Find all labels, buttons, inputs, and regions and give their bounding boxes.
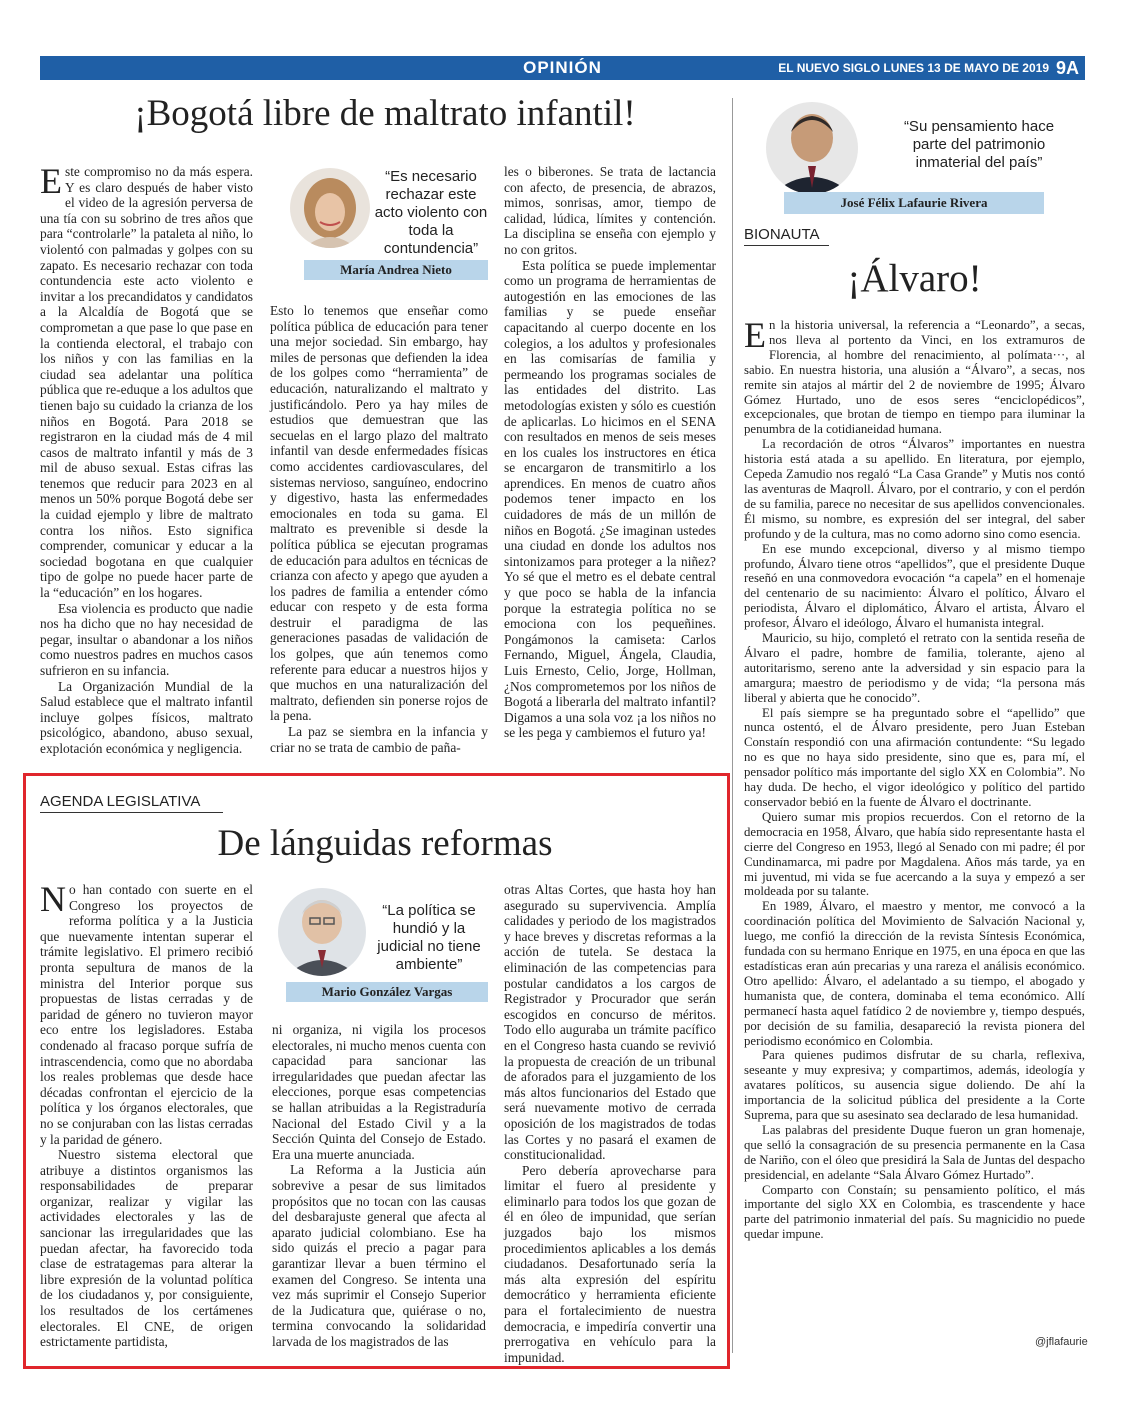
article2-quote: “La política se hundió y la judicial no tiene ambiente”	[377, 902, 481, 973]
author-photo	[766, 102, 858, 194]
article3-author-name: José Félix Lafaurie Rivera	[784, 192, 1044, 214]
article2-kicker: AGENDA LEGISLATIVA	[40, 792, 223, 813]
page-number: 9A	[1055, 58, 1079, 78]
article1-author-box	[270, 164, 488, 284]
article1-column-3: les o biberones. Se trata de lactancia con afecto, de presencia, de abrazos, mimos, sonrisas, amor, tiempo de calidad, lúdica, límites y contención. La disciplina se enseña con ejemplo y no con gritos. Esta política se puede implementar como un programa de herramientas de autogestión en las emociones de las familias y se puede enseñar capacitando al cuerpo docente en los colegios, a los adultos y profesionales en las comisarías de familia y permeando los programas sociales de las entidades del distrito. Las metodologías existen y sólo es cuestión de aplicarlas. Lo hicimos en el SENA con resultados en menos de seis meses en los cuales los instructores en ética se encargaron de transmitirlo a los aprendices. En menos de cuatro años podemos tener impacto en los cuidadores de más de un millón de niños en Bogotá. ¿Se imaginan ustedes una ciudad en donde los adultos nos sintonizamos para proteger a la niñez? Yo sé que el metro es el debate central y que poco se habla de la infancia porque la estrategia política no se emociona con los pequeñines. Pongámonos la camiseta: Carlos Fernando, Miguel, Ángela, Claudia, Luis Ernesto, Celio, Jorge, Hollman, ¿Nos comprometemos por los niños de Bogotá a liberarla del maltrato infantil? Digamos a una sola voz ¡a los niños no se les pega y cambiemos el futuro ya!	[504, 164, 716, 741]
drop-cap: E	[40, 161, 62, 201]
article1-column-2: Esto lo tenemos que enseñar como política pública de educación para tener una mejor sociedad. Sin embargo, hay miles de personas que defienden la idea de los golpes como “herramienta” de educación, naturalizando el maltrato y justificándolo. Pero ya hay miles de estudios que demuestran que las secuelas en el largo plazo del maltrato infantil van desde enfermedades físicas como accidentes cardiovasculares, del sistemas nervioso, sanguíneo, endocrino y digestivo, hasta las enfermedades emocionales en toda su gama. El maltrato es prevenible si desde la política pública se ejecutan programas de educación para adultos en técnicas de crianza con afecto y apego que ayuden a los padres de familia a entender cómo educar con respeto y de esta forma destruir el paradigma de las generaciones pasadas de validación de los golpes, que aún tenemos como referente para educar a nuestros hijos y que muchos en una naturalización del maltrato, defienden sin ponerse rojos de la pena. La paz se siembra en la infancia y criar no se trata de cambio de paña-	[270, 303, 488, 755]
paper-date: EL NUEVO SIGLO LUNES 13 DE MAYO DE 2019	[778, 61, 1049, 75]
article1-quote: “Es necesario rechazar este acto violento con toda la contundencia”	[374, 168, 488, 257]
article1-author-name: María Andrea Nieto	[304, 260, 488, 280]
article2-author-name: Mario González Vargas	[286, 982, 488, 1002]
article3-title: ¡Álvaro!	[847, 257, 982, 300]
section-title: OPINIÓN	[523, 58, 602, 77]
drop-cap: N	[40, 879, 66, 919]
column-divider	[732, 98, 733, 1353]
author-handle: @jflafaurie	[1035, 1336, 1088, 1348]
article2-column-1: No han contado con suerte en el Congreso los proyectos de reforma política y a la Justicia que nuevamente intentan superar el trámite legislativo. El primero recibió pronta sepultura de manos de la ministra del Interior porque sus propuestas de listas cerradas y de paridad de género no tuvieron mayor eco entre los legisladores. Estaba condenado al fracaso porque sufría de intrascendencia, como que no abordaba los reales problemas que desde hace décadas confrontan el ejercicio de la política y los órganos electorales, que no se conjuraban con las listas cerradas y la paridad de género. Nuestro sistema electoral que atribuye a distintos organismos las responsabilidades de preparar organizar, realizar y vigilar las actividades electorales y las de sancionar las irregularidades que las puedan afectar, ha favorecido toda clase de estratagemas para alterar la libre expresión de la voluntad política de los ciudadanos y, por consiguiente, los resultados de los certámenes electorales. El CNE, de origen estrictamente partidista,	[40, 879, 253, 1350]
article2-column-3: otras Altas Cortes, que hasta hoy han asegurado su supervivencia. Amplía calidades y periodo de los magistrados y hace breves y discretas reformas a la acción de tutela. Se destaca la eliminación de las competencias para postular candidatos a los cargos de Registrador y Procurador que serán escogidos en concurso de méritos. Todo ello auguraba un trámite pacífico en el Congreso hasta cuando se revivió la propuesta de creación de un tribunal de aforados para el juzgamiento de los más altos funcionarios del Estado que será nuevamente motivo de cerrada oposición de los magistrados de todas las Cortes y no pasará el examen de constitucionalidad. Pero debería aprovecharse para limitar el fuero al presidente y eliminarlo para todos los que gozan de él en óleo de impunidad, que serían juzgados bajo los mismos procedimientos aplicables a los demás ciudadanos. Desafortunado sería la más alta expresión del espíritu democrático y herramienta eficiente para el fortalecimiento de nuestra democracia, e impediría convertir una prerrogativa en vehículo para la impunidad.	[504, 882, 716, 1365]
article3-author-box	[744, 100, 1085, 214]
article3-quote: “Su pensamiento hace parte del patrimonio inmaterial del país”	[903, 118, 1055, 171]
article2-title: De lánguidas reformas	[217, 823, 553, 864]
article3-kicker: BIONAUTA	[744, 225, 829, 246]
article2-author-box	[270, 882, 488, 1002]
article3-body: En la historia universal, la referencia a “Leonardo”, a secas, nos lleva al portento da Vinci, en los extramuros de Florencia, al hombre del renacimiento, al polímata···, al sabio. En nuestra historia, una alusión a “Álvaro”, a secas, nos remite sin atajos al mártir del 2 de noviembre de 1995; Álvaro Gómez Hurtado, uno de esos seres “enciclopédicos”, excepcionales, que brotan de tiempo en tiempo para iluminar la penumbra de la cotidianeidad humana. La recordación de otros “Álvaros” importantes en nuestra historia está atada a su apellido. En literatura, por ejemplo, Cepeda Zamudio nos regaló “La Casa Grande” y Mutis nos contó las aventuras de Maqroll. Álvaro, por el contrario, y con el perdón de su familia, parece no necesitar de sus apellidos convencionales. Él mismo, su nombre, es expresión del ser integral, del saber profundo y de la cultura, mas no como adorno sino como esencia. En ese mundo excepcional, diverso y al mismo tiempo profundo, Álvaro tiene otros “apellidos”, que el presidente Duque reseñó en una conmovedora evocación “a capela” en el homenaje del centenario de su nacimiento: Álvaro el político, Álvaro el periodista, Álvaro el diplomático, Álvaro el artista, Álvaro el profesor, Álvaro el ideólogo, Álvaro el humanista integral. Mauricio, su hijo, completó el retrato con la sentida reseña de Álvaro el padre, hombre de familia, tolerante, ajeno al autoritarismo, sereno ante la adversidad y sin espacio para la amargura; maestro de periodismo y de vida; “la persona más liberal y abierta que he conocido”. El país siempre se ha preguntado sobre el “apellido” que nunca ostentó, el de Álvaro presidente, pero Juan Esteban Constaín respondió con una afirmación contundente: “Su legado no es que no haya sido presidente, sino que es, para mí, el pensador político más importante del siglo XX en Colombia”. No hay duda. De hecho, el vigor ideológico y político del partido conservador bebió en la fuente de Álvaro el doctrinante. Quiero sumar mis propios recuerdos. Con el retorno de la democracia en 1958, Álvaro, que había sido representante hasta el cierre del Congreso en 1953, llegó al Senado con mi padre; él por Cundinamarca, mi padre por Magdalena. Años más tarde, ya en mi juventud, mi vida se fue acercando a la suya y empezó a ser moldeada por su talante. En 1989, Álvaro, el maestro y mentor, me convocó a la coordinación política del Movimiento de Salvación Nacional y, luego, me confió la dirección de la revista Síntesis Económica, fundada con su hermano Enrique en 1975, en una época en que las estadísticas eran aún precarias y una rareza el análisis económico. Otro apellido: Álvaro, el adelantado a su tiempo, el abogado y humanista que, de contera, dominaba el tema económico. Allí permanecí hasta aquel fatídico 2 de noviembre y, tiempo después, por decisión de su familia, desapareció la revista pionera del periodismo económico en Colombia. Para quienes pudimos disfrutar de su charla, reflexiva, seseante y muy expresiva; y compartimos, además, ideología y avatares políticos, su ausencia sigue doliendo. De ahí la importancia de la solicitud pública del presidente a la Corte Suprema, para que su asesinato sea declarado de lesa humanidad. Las palabras del presidente Duque fueron un gran homenaje, que selló la consagración de su presencia permanente en la Casa de Nariño, con el óleo que presidirá la Sala de Juntas del despacho presidencial, en adelante “Sala Álvaro Gómez Hurtado”. Comparto con Constaín; su pensamiento político, el más importante del siglo XX en Colombia, es trascendente y hace parte del patrimonio inmaterial del país. Su magnicidio no puede quedar impune.	[744, 315, 1085, 1242]
article2-column-2: ni organiza, ni vigila los procesos electorales, ni mucho menos cuenta con capacidad para sancionar las irregularidades que puedan afectar las elecciones, porque esas competencias se hallan atribuidas a la Registraduría Nacional del Estado Civil y a la Sección Quinta del Consejo de Estado. Era una muerte anunciada. La Reforma a la Justicia aún sobrevive a pesar de sus limitados propósitos que no tocan con las causas del desbarajuste general que afecta al aparato judicial colombiano. Ese ha sido quizás el precio a pagar para garantizar llevar a buen término el examen del Congreso. Se intenta una vez más suprimir el Consejo Superior de la Judicatura que, quiérase o no, termina convocando la solidaridad larvada de los magistrados de las	[272, 1022, 486, 1349]
author-photo	[278, 888, 366, 976]
article1-title: ¡Bogotá libre de maltrato infantil!	[134, 93, 636, 134]
article1-column-1: Este compromiso no da más espera. Y es claro después de haber visto el video de la agresión perversa de una tía con su sobrino de tres años que para “controlarle” la pataleta al niño, lo violentó con palmadas y golpes con su zapato. Es necesario rechazar con toda contundencia este acto violento e invitar a los precandidatos y candidatos a la Alcaldía de Bogotá que se comprometan a que pase lo que pase en la contienda electoral, el trabajo con los niños y con las familias en la ciudad sea adelantar una política pública que re-eduque a los adultos que tienen bajo su cuidado la crianza de los niños en Bogotá. Para 2018 se registraron en la ciudad más de 4 mil casos de maltrato infantil y más de 3 mil de abuso sexual. Estas cifras las tenemos que reducir para 2023 en al menos un 50% porque Bogotá debe ser la cuidad ejemplo y libre de maltrato contra los niños. Esto significa comprender, comunicar y educar a la sociedad bogotana en que cualquier tipo de golpe no puede hacer parte de la “educación” en los hogares. Esa violencia es producto que nadie nos ha dicho que no hay necesidad de pegar, insultar o abandonar a los niños como nuestros padres en muchos casos sufrieron en su infancia. La Organización Mundial de la Salud establece que el maltrato infantil incluye golpes físicos, maltrato psicológico, abandono, abuso sexual, explotación económica y negligencia.	[40, 161, 253, 756]
drop-cap: E	[744, 315, 766, 355]
author-photo	[290, 168, 370, 248]
page-header-bar	[40, 56, 1085, 80]
